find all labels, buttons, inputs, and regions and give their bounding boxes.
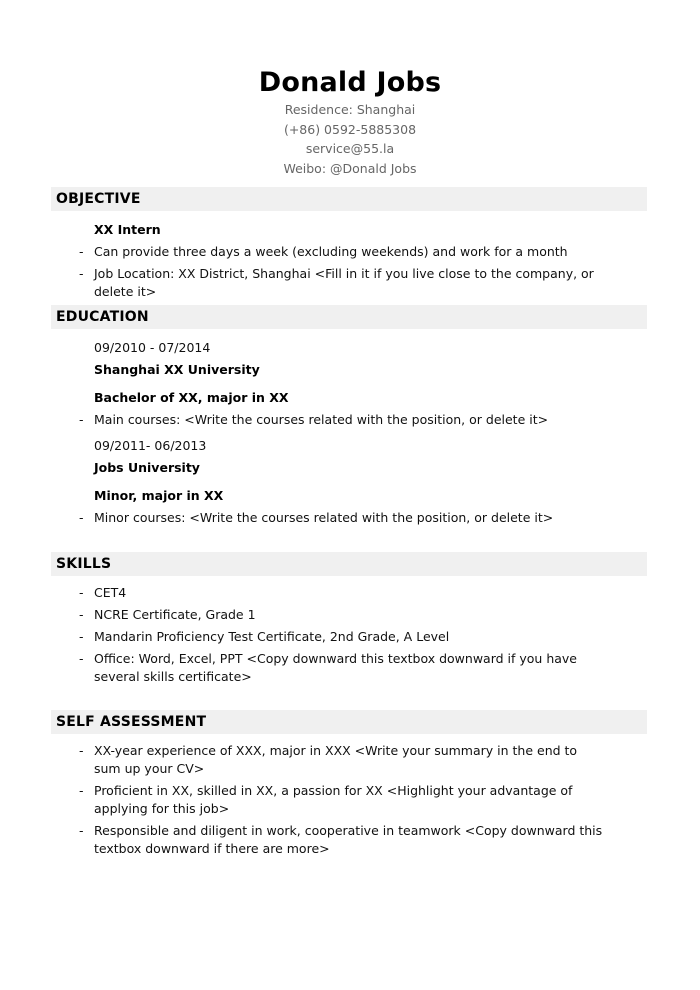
- email-text: service@55.la: [305, 141, 395, 156]
- candidate-name: Donald Jobs: [258, 67, 442, 98]
- education-dates: 09/2011- 06/2013: [94, 438, 207, 453]
- skills-bullet: - NCRE Certificate, Grade 1: [79, 607, 256, 622]
- education-school: Jobs University: [94, 460, 200, 475]
- self-assessment-bullet: - XX-year experience of XXX, major in XXX <Write your summary in the end to sum up your CV>: [79, 743, 578, 776]
- education-bullet: - Minor courses: <Write the courses related with the position, or delete it>: [79, 510, 554, 525]
- objective-section: [51, 187, 647, 305]
- self-assessment-heading: SELF ASSESSMENT: [51, 710, 647, 734]
- education-bullet: - Main courses: <Write the courses related with the position, or delete it>: [79, 412, 549, 427]
- residence-text: Residence: Shanghai: [284, 102, 416, 117]
- weibo-text: Weibo: @Donald Jobs: [283, 160, 417, 176]
- education-heading: EDUCATION: [51, 305, 647, 329]
- self-assessment-bullet: - Responsible and diligent in work, cooperative in teamwork <Copy downward this textbox downward if there are more>: [79, 823, 603, 856]
- objective-heading: OBJECTIVE: [51, 187, 647, 211]
- objective-position: XX Intern: [94, 222, 161, 237]
- education-degree: Bachelor of XX, major in XX: [94, 390, 289, 405]
- resume-header: [0, 66, 700, 178]
- education-school: Shanghai XX University: [94, 362, 260, 377]
- education-section: [51, 305, 647, 531]
- education-degree: Minor, major in XX: [94, 488, 224, 503]
- objective-bullet: - Job Location: XX District, Shanghai <Fill in it if you live close to the company, or delete it>: [79, 266, 594, 299]
- skills-section: [51, 552, 647, 690]
- self-assessment-bullet: - Proficient in XX, skilled in XX, a passion for XX <Highlight your advantage of applying for this job>: [79, 783, 573, 816]
- skills-heading: SKILLS: [51, 552, 647, 576]
- skills-bullet: - CET4: [79, 585, 127, 600]
- self-assessment-section: [51, 710, 647, 862]
- education-dates: 09/2010 - 07/2014: [94, 340, 211, 355]
- phone-text: (+86) 0592-5885308: [283, 121, 417, 137]
- skills-bullet: - Office: Word, Excel, PPT <Copy downward this textbox downward if you have several skills certificate>: [79, 651, 578, 684]
- skills-bullet: - Mandarin Proficiency Test Certificate, 2nd Grade, A Level: [79, 629, 450, 644]
- objective-bullet: - Can provide three days a week (excluding weekends) and work for a month: [79, 244, 568, 259]
